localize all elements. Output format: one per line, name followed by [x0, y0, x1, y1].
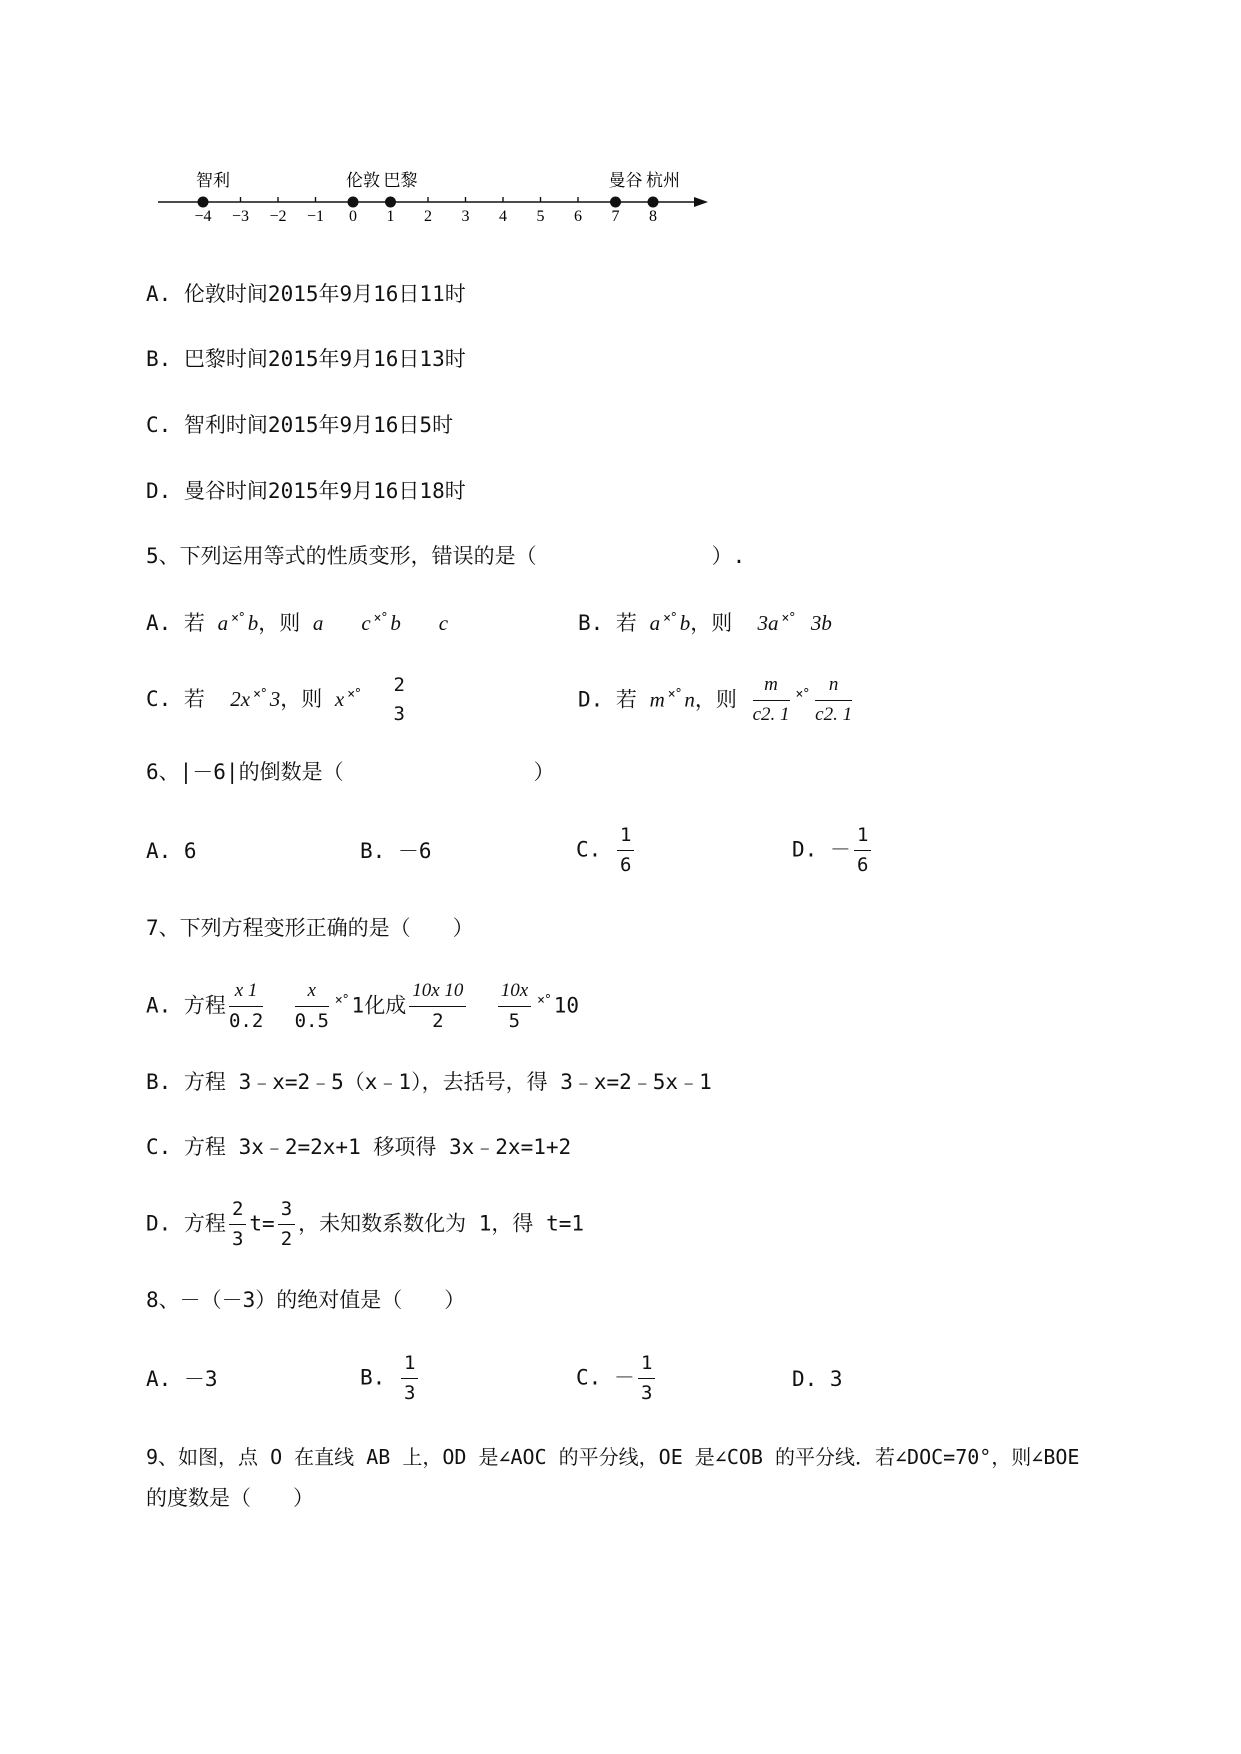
- number-line-tick-label: −3: [231, 208, 250, 225]
- q8-option-d: D. 3: [792, 1367, 843, 1391]
- q5a-mid: ，则: [258, 611, 301, 635]
- q8-option-a: A. －3: [146, 1367, 218, 1391]
- q6d-fraction: $\frac{1}{6}$: [854, 824, 871, 877]
- number-line-tick-label: 1: [386, 208, 395, 225]
- q6-stem-end: ）: [533, 760, 555, 784]
- number-line-tick-label: 5: [536, 208, 545, 225]
- q5-stem-end: ）.: [711, 544, 746, 568]
- number-line-tick-label: 7: [611, 208, 620, 225]
- city-point: [198, 197, 209, 208]
- q8b-label: B.: [360, 1365, 386, 1390]
- q6-stem: [146, 762, 555, 783]
- q5a-term: c: [361, 611, 371, 635]
- q9-stem-line-1: 9、如图，点 O 在直线 AB 上，OD 是∠AOC 的平分线，OE 是∠COB 的平分线．若∠DOC=70°，则∠BOE: [146, 1445, 1080, 1469]
- q5c-label: C. 若: [146, 686, 205, 711]
- garbled-equals-glyph: ×°: [795, 687, 810, 703]
- number-line-tick-label: 4: [499, 208, 507, 225]
- city-label: 智利: [196, 171, 230, 190]
- number-line-tick-label: 0: [349, 208, 357, 225]
- q5d-term: n: [684, 687, 695, 712]
- q5b-label: B. 若: [578, 611, 637, 635]
- q7d-rest: ，未知数系数化为 1，得 t=1: [298, 1211, 584, 1236]
- number-line-tick-label: −4: [194, 208, 212, 225]
- number-line-tick-label: 6: [574, 208, 582, 225]
- q5-option-b: [578, 612, 832, 634]
- city-point: [610, 197, 621, 208]
- q7d-fraction-2: $\frac{3}{2}$: [278, 1198, 295, 1251]
- q5a-label: A. 若: [146, 611, 205, 635]
- number-line-tick-label: −2: [269, 208, 287, 225]
- q6c-fraction: $\frac{1}{6}$: [617, 824, 634, 877]
- q4-option-d: D. 曼谷时间2015年9月16日18时: [146, 479, 466, 503]
- q7a-fraction-4: $\frac{10x}{5}$: [498, 980, 531, 1033]
- q5a-term: b: [247, 611, 259, 635]
- q7-stem: 7、下列方程变形正确的是（ ）: [146, 916, 474, 940]
- number-line-tick-label: −1: [306, 208, 325, 225]
- number-line-figure: [0, 0, 1241, 240]
- q7a-mid: 化成: [364, 993, 407, 1018]
- q5c-term: 2x: [230, 686, 251, 711]
- garbled-equals-glyph: ×°: [667, 687, 682, 703]
- q5b-term: 3b: [810, 611, 832, 635]
- garbled-equals-glyph: ×°: [373, 611, 388, 626]
- q5b-mid: ，则: [690, 611, 733, 635]
- q7-option-a: [146, 980, 579, 1033]
- city-label: 曼谷: [608, 171, 643, 190]
- q6-stem-text: 6、|－6|的倒数是（: [146, 760, 344, 784]
- q4-option-b: B. 巴黎时间2015年9月16日13时: [146, 347, 466, 371]
- q7a-rhs-2: 10: [553, 993, 580, 1018]
- q5c-mid: ，则: [280, 686, 323, 711]
- q8b-fraction: $\frac{1}{3}$: [401, 1352, 418, 1405]
- number-line-tick-label: 2: [424, 208, 432, 225]
- q7d-label: D. 方程: [146, 1211, 226, 1236]
- q6-option-b: B. －6: [360, 839, 432, 863]
- q5-option-a: [146, 612, 448, 634]
- q4-option-c: C. 智利时间2015年9月16日5时: [146, 413, 454, 437]
- city-point: [348, 197, 359, 208]
- city-label: 伦敦: [346, 171, 380, 190]
- q5-option-c: [146, 674, 411, 726]
- q5b-term: b: [679, 611, 691, 635]
- q5a-term: b: [390, 611, 401, 635]
- garbled-equals-glyph: ×°: [663, 611, 677, 626]
- q5d-label: D. 若: [578, 687, 637, 712]
- q5-stem-text: 5、下列运用等式的性质变形，错误的是（: [146, 544, 537, 568]
- q7a-fraction-1: $\frac{x 1}{0.2}$: [228, 980, 264, 1032]
- city-label: 巴黎: [383, 171, 418, 190]
- q5d-fraction-left: $\frac{m}{c2. 1}$: [752, 674, 790, 725]
- garbled-equals-glyph: ×°: [253, 686, 267, 702]
- q7a-label: A. 方程: [146, 993, 226, 1018]
- q9-stem-line-2: 的度数是（ ）: [146, 1486, 314, 1510]
- q8-option-b: [360, 1352, 421, 1405]
- q7a-rhs-1: 1: [351, 993, 365, 1018]
- q8-option-c: [576, 1352, 658, 1405]
- q5c-term: x: [334, 686, 345, 711]
- city-point: [385, 197, 396, 208]
- q6d-label: D. －: [792, 837, 851, 862]
- q8c-fraction: $\frac{1}{3}$: [638, 1352, 655, 1405]
- garbled-equals-glyph: ×°: [347, 686, 361, 702]
- q8-stem: 8、－（－3）的绝对值是（ ）: [146, 1288, 466, 1312]
- q5a-term: a: [217, 611, 229, 635]
- q5d-term: m: [649, 687, 665, 712]
- q7a-fraction-3: $\frac{10x 10}{2}$: [409, 980, 466, 1033]
- garbled-equals-glyph: ×°: [334, 993, 349, 1009]
- q5a-term: a: [312, 611, 324, 635]
- q6-option-a: A. 6: [146, 839, 197, 863]
- q5c-term: 3: [269, 686, 281, 711]
- q5-stem: [146, 546, 745, 567]
- q4-option-a: A. 伦敦时间2015年9月16日11时: [146, 282, 466, 306]
- q5d-mid: ，则: [694, 687, 737, 712]
- q5c-fraction: 2 3: [393, 674, 405, 725]
- q7d-fraction-1: $\frac{2}{3}$: [229, 1198, 246, 1251]
- q6c-label: C.: [576, 837, 602, 862]
- q7-option-d: [146, 1198, 584, 1251]
- q8c-label: C. －: [576, 1365, 635, 1390]
- q7-option-c: C. 方程 3x﹣2=2x+1 移项得 3x﹣2x=1+2: [146, 1135, 572, 1159]
- city-label: 杭州: [646, 171, 680, 190]
- garbled-equals-glyph: ×°: [537, 993, 551, 1009]
- q5-option-d: [578, 674, 855, 727]
- q5b-term: 3a: [757, 611, 779, 635]
- q7-option-b: B. 方程 3﹣x=2﹣5（x﹣1），去括号，得 3﹣x=2﹣5x﹣1: [146, 1070, 712, 1094]
- q5b-term: a: [649, 611, 661, 635]
- q5d-fraction-right: $\frac{n}{c2. 1}$: [815, 674, 853, 725]
- city-point: [648, 197, 659, 208]
- q7d-variable: t=: [249, 1211, 275, 1236]
- q7a-fraction-2: $\frac{x}{0.5}$: [294, 980, 329, 1032]
- number-line-tick-label: 8: [649, 208, 657, 225]
- number-line-tick-label: 3: [461, 208, 470, 225]
- q6-option-c: [576, 824, 637, 877]
- q5a-term: c: [438, 611, 449, 635]
- garbled-equals-glyph: ×°: [781, 611, 796, 626]
- q6-option-d: [792, 824, 874, 877]
- number-line-arrow: [694, 197, 708, 207]
- garbled-equals-glyph: ×°: [231, 611, 245, 626]
